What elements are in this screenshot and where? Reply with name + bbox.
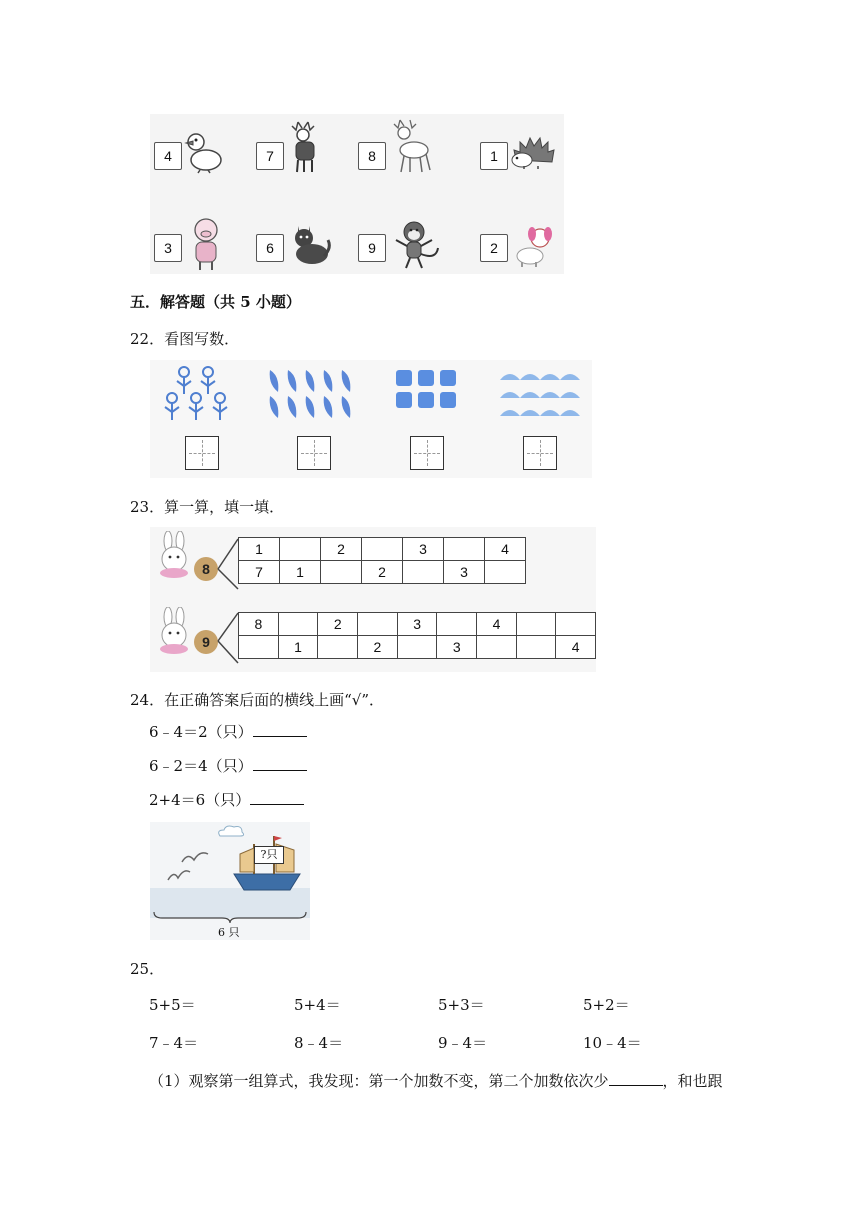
- equation: 8﹣4＝: [294, 1034, 344, 1052]
- equation: 5+2＝: [583, 996, 630, 1014]
- table-cell[interactable]: [278, 613, 318, 636]
- number-box: 3: [154, 234, 182, 262]
- table-cell[interactable]: [397, 636, 437, 659]
- answer-blank[interactable]: [253, 756, 307, 771]
- equation: 5+5＝: [149, 996, 196, 1014]
- table-cell[interactable]: 2: [321, 538, 362, 561]
- table-row: [239, 538, 526, 561]
- boat-birds-figure: [150, 822, 310, 940]
- number-box: 9: [358, 234, 386, 262]
- table-cell[interactable]: [403, 561, 444, 584]
- table-cell[interactable]: [516, 613, 555, 636]
- question-23-label: 23．算一算，填一填．: [130, 498, 285, 516]
- cup-group-icon: [394, 368, 460, 414]
- answer-blank[interactable]: [250, 790, 304, 805]
- flower-group-icon: [160, 366, 244, 424]
- answer-box-umbrellas[interactable]: [523, 436, 557, 470]
- equation: 10﹣4＝: [583, 1034, 642, 1052]
- table-cell[interactable]: 7: [239, 561, 280, 584]
- table-cell[interactable]: [318, 636, 358, 659]
- bird-icon: [180, 848, 210, 868]
- table-row: [239, 613, 596, 636]
- table-cell[interactable]: [280, 538, 321, 561]
- table-cell[interactable]: [516, 636, 555, 659]
- answer-option-1: [149, 721, 307, 742]
- table-cell[interactable]: [437, 613, 477, 636]
- table-cell[interactable]: 4: [556, 636, 596, 659]
- answer-option-2: [149, 755, 307, 776]
- split-number-8: 8: [194, 557, 218, 581]
- table-cell[interactable]: 4: [477, 613, 517, 636]
- brace-label: 6 只: [218, 926, 240, 939]
- split-number-9: 9: [194, 630, 218, 654]
- table-cell[interactable]: [477, 636, 517, 659]
- question-24-label: 24．在正确答案后面的横线上画“√”．: [130, 691, 384, 709]
- table-cell[interactable]: [358, 613, 398, 636]
- section-heading: 五．解答题（共 5 小题）: [130, 293, 301, 311]
- table-cell[interactable]: 2: [362, 561, 403, 584]
- split-branch-lines: [216, 535, 240, 593]
- table-cell[interactable]: 8: [239, 613, 279, 636]
- option-text: 6﹣4＝2（只）: [149, 723, 253, 741]
- equation: 7﹣4＝: [149, 1034, 199, 1052]
- brace: [152, 910, 308, 924]
- table-cell[interactable]: 1: [280, 561, 321, 584]
- table-cell[interactable]: [321, 561, 362, 584]
- part-1-text-end: ，和也跟: [662, 1072, 723, 1090]
- count-and-write-figure: [150, 360, 592, 478]
- number-box: 4: [154, 142, 182, 170]
- split-branch-lines: [216, 609, 240, 667]
- option-text: 6﹣2＝4（只）: [149, 757, 253, 775]
- split-9-table: [238, 612, 596, 659]
- table-cell[interactable]: 2: [358, 636, 398, 659]
- answer-blank[interactable]: [253, 722, 307, 737]
- table-cell[interactable]: 3: [397, 613, 437, 636]
- answer-box-leaves[interactable]: [297, 436, 331, 470]
- equation: 5+3＝: [438, 996, 485, 1014]
- table-cell[interactable]: 3: [403, 538, 444, 561]
- number-box: 2: [480, 234, 508, 262]
- puppy-icon: [510, 224, 558, 268]
- umbrella-group-icon: [498, 368, 582, 422]
- leaf-group-icon: [266, 368, 358, 422]
- table-cell[interactable]: 4: [485, 538, 526, 561]
- table-row: [239, 636, 596, 659]
- table-cell[interactable]: [239, 636, 279, 659]
- cat-icon: [284, 222, 332, 266]
- table-cell[interactable]: [362, 538, 403, 561]
- number-box: 1: [480, 142, 508, 170]
- answer-box-cups[interactable]: [410, 436, 444, 470]
- table-cell[interactable]: 1: [278, 636, 318, 659]
- number-split-figure: [150, 527, 596, 672]
- table-cell[interactable]: 3: [444, 561, 485, 584]
- equation: 9﹣4＝: [438, 1034, 488, 1052]
- question-25-label: 25．: [130, 960, 165, 978]
- part-1-text: （1）观察第一组算式，我发现：第一个加数不变，第二个加数依次少: [149, 1072, 609, 1090]
- split-8-table: [238, 537, 526, 584]
- bird-icon: [166, 868, 192, 886]
- table-row: [239, 561, 526, 584]
- table-cell[interactable]: 2: [318, 613, 358, 636]
- number-box: 7: [256, 142, 284, 170]
- answer-box-flowers[interactable]: [185, 436, 219, 470]
- equation: 5+4＝: [294, 996, 341, 1014]
- question-25-part-1: [149, 1070, 723, 1091]
- pig-icon: [186, 214, 226, 272]
- table-cell[interactable]: 1: [239, 538, 280, 561]
- answer-option-3: [149, 789, 304, 810]
- number-box: 6: [256, 234, 284, 262]
- question-22-label: 22．看图写数．: [130, 330, 240, 348]
- hedgehog-icon: [508, 136, 560, 170]
- boat-label: ?只: [254, 846, 284, 864]
- monkey-icon: [392, 218, 442, 270]
- rabbit-icon: [154, 531, 198, 581]
- deer-icon: [284, 118, 324, 174]
- table-cell[interactable]: [556, 613, 596, 636]
- table-cell[interactable]: [444, 538, 485, 561]
- duck-icon: [184, 128, 224, 174]
- number-box: 8: [358, 142, 386, 170]
- option-text: 2+4＝6（只）: [149, 791, 251, 809]
- animal-number-figure: [150, 114, 564, 274]
- fawn-icon: [386, 116, 434, 174]
- rabbit-icon: [154, 607, 198, 657]
- answer-blank[interactable]: [609, 1071, 663, 1086]
- table-cell[interactable]: [485, 561, 526, 584]
- table-cell[interactable]: 3: [437, 636, 477, 659]
